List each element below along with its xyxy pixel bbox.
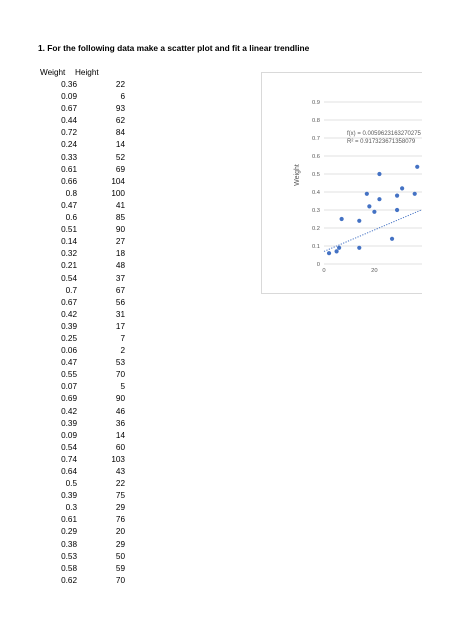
table-row xyxy=(30,260,125,272)
weight-cell: 0.69 xyxy=(61,394,77,404)
height-cell: 2 xyxy=(120,346,125,356)
data-point xyxy=(372,210,376,214)
height-cell: 37 xyxy=(115,273,125,283)
weight-cell: 0.39 xyxy=(61,321,77,331)
height-cell: 48 xyxy=(115,261,125,271)
weight-cell: 0.42 xyxy=(61,406,77,416)
weight-cell: 0.6 xyxy=(65,213,77,223)
table-row xyxy=(30,345,125,357)
weight-cell: 0.64 xyxy=(61,467,77,476)
y-tick-label: 0.8 xyxy=(311,118,320,124)
height-cell: 27 xyxy=(115,237,125,247)
table-row xyxy=(30,139,125,151)
y-tick-label: 0.3 xyxy=(311,208,320,214)
height-cell: 90 xyxy=(115,225,125,235)
weight-cell: 0.42 xyxy=(61,309,77,319)
weight-cell: 0.74 xyxy=(61,454,77,464)
weight-cell: 0.09 xyxy=(61,92,77,102)
table-row xyxy=(30,490,125,502)
weight-cell: 0.09 xyxy=(61,430,77,440)
table-row xyxy=(30,442,125,454)
table-row xyxy=(30,454,125,466)
weight-cell: 0.66 xyxy=(61,176,77,186)
data-point xyxy=(415,165,419,169)
height-cell: 53 xyxy=(115,358,125,368)
table-row xyxy=(30,200,125,212)
weight-cell: 0.33 xyxy=(61,152,77,162)
data-point xyxy=(367,204,371,208)
weight-cell: 0.38 xyxy=(61,539,77,549)
data-point xyxy=(390,237,394,241)
height-cell: 14 xyxy=(115,140,125,150)
height-cell: 6 xyxy=(120,92,125,102)
table-row xyxy=(30,188,125,200)
height-cell: 85 xyxy=(115,213,125,223)
table-row xyxy=(30,575,125,587)
table-row xyxy=(30,478,125,490)
data-point xyxy=(340,217,344,221)
weight-cell: 0.58 xyxy=(61,563,77,573)
y-tick-label: 0 xyxy=(316,262,320,268)
height-cell: 17 xyxy=(115,321,125,331)
x-tick-label: 0 xyxy=(322,268,326,274)
weight-cell: 0.44 xyxy=(61,116,77,126)
height-cell: 31 xyxy=(115,309,125,319)
height-cell: 84 xyxy=(115,128,125,138)
height-cell: 76 xyxy=(115,515,125,525)
table-row xyxy=(30,309,125,321)
table-row xyxy=(30,333,125,345)
weight-cell: 0.67 xyxy=(61,297,77,307)
table-row xyxy=(30,103,125,115)
height-cell: 22 xyxy=(115,479,125,489)
table-row xyxy=(30,248,125,260)
y-tick-label: 0.5 xyxy=(311,172,320,178)
weight-cell: 0.25 xyxy=(61,333,77,343)
height-cell: 75 xyxy=(115,491,125,501)
table-row xyxy=(30,212,125,224)
weight-cell: 0.8 xyxy=(65,188,77,198)
r-squared-label: R² = 0.917323671358079 xyxy=(347,139,416,145)
weight-cell: 0.5 xyxy=(65,479,77,489)
table-row xyxy=(30,321,125,333)
height-cell: 29 xyxy=(115,539,125,549)
table-row xyxy=(30,164,125,176)
height-cell: 46 xyxy=(115,406,125,416)
weight-cell: 0.32 xyxy=(61,249,77,259)
data-point xyxy=(395,208,399,212)
weight-cell: 0.21 xyxy=(61,261,77,271)
weight-cell: 0.3 xyxy=(65,503,77,513)
height-cell: 14 xyxy=(115,430,125,440)
table-row xyxy=(30,224,125,236)
table-row xyxy=(30,285,125,297)
height-cell: 29 xyxy=(115,503,125,513)
document-title: 1. For the following data make a scatter plot and fit a linear trendline xyxy=(38,43,310,53)
table-row xyxy=(30,115,125,127)
column-header-weight: Weight xyxy=(40,68,66,77)
data-point xyxy=(335,249,339,253)
data-point xyxy=(400,186,404,190)
trendline-equation: f(x) = 0.0059623163270275 xyxy=(347,131,421,137)
weight-cell: 0.72 xyxy=(61,128,77,138)
height-cell: 104 xyxy=(111,176,125,186)
table-row xyxy=(30,357,125,369)
height-cell: 20 xyxy=(115,527,125,537)
height-cell: 70 xyxy=(115,370,125,380)
table-row xyxy=(30,297,125,309)
data-point xyxy=(377,197,381,201)
chart-canvas xyxy=(262,73,422,293)
height-cell: 69 xyxy=(115,164,125,174)
height-cell: 59 xyxy=(115,563,125,573)
data-point xyxy=(357,246,361,250)
table-row xyxy=(30,152,125,164)
weight-cell: 0.55 xyxy=(61,370,77,380)
height-cell: 50 xyxy=(115,551,125,561)
table-row xyxy=(30,539,125,551)
table-row xyxy=(30,79,125,91)
data-point xyxy=(365,192,369,196)
height-cell: 60 xyxy=(115,442,125,452)
table-row xyxy=(30,381,125,393)
weight-cell: 0.14 xyxy=(61,237,77,247)
weight-cell: 0.47 xyxy=(61,358,77,368)
height-cell: 100 xyxy=(111,188,125,198)
table-row xyxy=(30,273,125,285)
data-point xyxy=(377,172,381,176)
data-point xyxy=(327,251,331,255)
data-point xyxy=(413,192,417,196)
weight-cell: 0.47 xyxy=(61,200,77,210)
weight-cell: 0.67 xyxy=(61,104,77,114)
table-row xyxy=(30,176,125,188)
table-row xyxy=(30,502,125,514)
y-axis-label: Weight xyxy=(294,164,301,186)
weight-cell: 0.51 xyxy=(61,225,77,235)
weight-cell: 0.62 xyxy=(61,575,77,585)
weight-cell: 0.54 xyxy=(61,442,77,452)
table-row xyxy=(30,127,125,139)
height-cell: 18 xyxy=(115,249,125,259)
height-cell: 90 xyxy=(115,394,125,404)
data-point xyxy=(337,246,341,250)
y-tick-label: 0.9 xyxy=(311,100,320,106)
weight-cell: 0.29 xyxy=(61,527,77,537)
height-cell: 103 xyxy=(111,454,125,464)
weight-cell: 0.61 xyxy=(61,515,77,525)
height-cell: 36 xyxy=(115,418,125,428)
y-tick-label: 0.6 xyxy=(311,154,320,160)
height-cell: 5 xyxy=(120,382,125,392)
table-row xyxy=(30,236,125,248)
height-cell: 22 xyxy=(115,80,125,89)
table-row xyxy=(30,430,125,442)
height-cell: 67 xyxy=(115,285,125,295)
height-cell: 7 xyxy=(120,333,125,343)
table-row xyxy=(30,466,125,478)
table-row xyxy=(30,526,125,538)
weight-cell: 0.36 xyxy=(61,80,77,89)
weight-cell: 0.07 xyxy=(61,382,77,392)
height-cell: 93 xyxy=(115,104,125,114)
table-row xyxy=(30,418,125,430)
data-table xyxy=(30,79,125,587)
y-tick-label: 0.1 xyxy=(311,244,320,250)
weight-cell: 0.39 xyxy=(61,418,77,428)
weight-cell: 0.53 xyxy=(61,551,77,561)
column-header-height: Height xyxy=(75,68,99,77)
weight-cell: 0.24 xyxy=(61,140,77,150)
y-tick-label: 0.2 xyxy=(311,226,320,232)
height-cell: 41 xyxy=(115,200,125,210)
weight-cell: 0.39 xyxy=(61,491,77,501)
table-row xyxy=(30,91,125,103)
height-cell: 43 xyxy=(115,467,125,476)
table-row xyxy=(30,393,125,405)
y-tick-label: 0.4 xyxy=(311,190,320,196)
weight-cell: 0.61 xyxy=(61,164,77,174)
scatter-chart[interactable] xyxy=(261,72,422,294)
height-cell: 56 xyxy=(115,297,125,307)
table-row xyxy=(30,551,125,563)
weight-cell: 0.54 xyxy=(61,273,77,283)
trendline xyxy=(324,210,422,252)
weight-cell: 0.7 xyxy=(65,285,77,295)
table-row xyxy=(30,369,125,381)
data-point xyxy=(357,219,361,223)
height-cell: 52 xyxy=(115,152,125,162)
table-row xyxy=(30,514,125,526)
y-tick-label: 0.7 xyxy=(311,136,320,142)
data-point xyxy=(395,194,399,198)
height-cell: 70 xyxy=(115,575,125,585)
table-row xyxy=(30,563,125,575)
height-cell: 62 xyxy=(115,116,125,126)
table-row xyxy=(30,406,125,418)
x-tick-label: 20 xyxy=(371,268,378,274)
weight-cell: 0.06 xyxy=(61,346,77,356)
